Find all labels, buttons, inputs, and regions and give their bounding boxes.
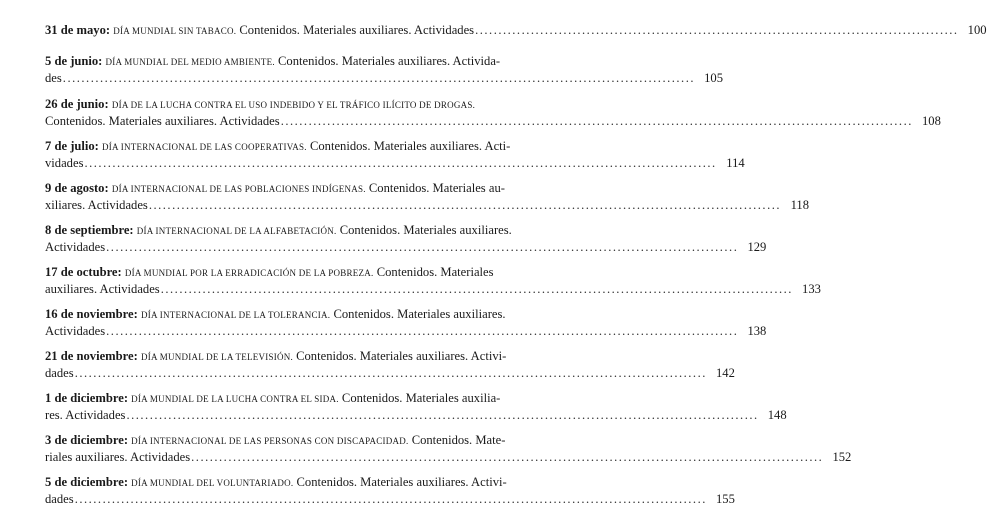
toc-entry <box>45 222 767 255</box>
entry-event: DÍA MUNDIAL DEL VOLUNTARIADO. <box>131 478 294 488</box>
dot-leader: ........................................................................................................ <box>475 23 959 37</box>
entry-page-number[interactable]: 155 <box>715 492 735 506</box>
entry-date: 1 de diciembre: <box>45 391 129 405</box>
entry-event: DÍA INTERNACIONAL DE LAS COOPERATIVAS. <box>102 142 307 152</box>
entry-contents: Contenidos. Materiales au- <box>368 181 505 195</box>
entry-contents-cont: dades <box>45 492 74 506</box>
entry-date: 9 de agosto: <box>45 181 109 195</box>
entry-date: 31 de mayo: <box>45 23 111 37</box>
entry-contents: Contenidos. Materiales auxiliares. Activida- <box>278 54 501 68</box>
entry-contents: Contenidos. Materiales auxiliares. Activi- <box>296 475 507 489</box>
toc-entry <box>45 474 735 507</box>
toc-entry <box>45 306 767 339</box>
entry-date: 17 de octubre: <box>45 265 122 279</box>
entry-contents-cont: des <box>45 71 62 85</box>
toc-entry <box>45 348 735 381</box>
dot-leader: ........................................................................................................................................ <box>191 450 824 464</box>
toc-entry <box>45 53 723 86</box>
dot-leader: ........................................................................................................................................ <box>280 114 913 128</box>
entry-contents-cont: riales auxiliares. Actividades <box>45 450 191 464</box>
dot-leader: ........................................................................................................................................ <box>148 198 782 212</box>
entry-contents: Contenidos. Materiales <box>376 265 494 279</box>
dot-leader: ........................................................................................................................................ <box>62 71 695 85</box>
toc-entry <box>45 22 987 39</box>
entry-page-number[interactable]: 108 <box>921 114 941 128</box>
entry-date: 3 de diciembre: <box>45 433 129 447</box>
toc-entry <box>45 96 941 129</box>
dot-leader: ........................................................................................................................................ <box>160 282 793 296</box>
entry-contents-cont: Actividades <box>45 324 106 338</box>
entry-page-number[interactable]: 133 <box>802 282 821 296</box>
entry-page-number[interactable]: 100 <box>967 23 987 37</box>
entry-contents-cont: dades <box>45 366 74 380</box>
entry-event: DÍA MUNDIAL DE LA LUCHA CONTRA EL SIDA. <box>131 394 339 404</box>
toc-entry <box>45 432 852 465</box>
entry-page-number[interactable]: 152 <box>832 450 852 464</box>
entry-event: DÍA MUNDIAL SIN TABACO. <box>113 26 237 36</box>
entry-date: 7 de julio: <box>45 139 99 153</box>
entry-contents: Contenidos. Materiales auxiliares. <box>339 223 512 237</box>
entry-event: DÍA MUNDIAL DEL MEDIO AMBIENTE. <box>105 57 275 67</box>
dot-leader: ........................................................................................................................................ <box>106 240 739 254</box>
entry-contents: Contenidos. Materiales auxilia- <box>341 391 501 405</box>
entry-event: DÍA INTERNACIONAL DE LAS PERSONAS CON DISCAPACIDAD. <box>131 436 409 446</box>
entry-date: 8 de septiembre: <box>45 223 134 237</box>
entry-contents: Contenidos. Materiales auxiliares. Acti- <box>309 139 511 153</box>
dot-leader: ........................................................................................................................................ <box>84 156 717 170</box>
entry-page-number[interactable]: 118 <box>790 198 810 212</box>
entry-event: DÍA INTERNACIONAL DE LA ALFABETACIÓN. <box>136 226 337 236</box>
entry-page-number[interactable]: 142 <box>715 366 735 380</box>
entry-page-number[interactable]: 138 <box>747 324 767 338</box>
entry-page-number[interactable]: 114 <box>726 156 745 170</box>
entry-event: DÍA INTERNACIONAL DE LA TOLERANCIA. <box>140 310 331 320</box>
entry-event: DÍA INTERNACIONAL DE LAS POBLACIONES INDÍGENAS. <box>111 184 366 194</box>
entry-page-number[interactable]: 148 <box>767 408 787 422</box>
entry-contents-cont: vidades <box>45 156 84 170</box>
toc-entry <box>45 180 810 213</box>
dot-leader: ........................................................................................................................................ <box>106 324 739 338</box>
entry-contents-cont: auxiliares. Actividades <box>45 282 160 296</box>
entry-contents: Contenidos. Materiales auxiliares. Activi- <box>296 349 507 363</box>
entry-date: 5 de junio: <box>45 54 103 68</box>
entry-event: DÍA DE LA LUCHA CONTRA EL USO INDEBIDO Y EL TRÁFICO ILÍCITO DE DROGAS. <box>111 100 476 110</box>
entry-contents-cont: Actividades <box>45 240 106 254</box>
entry-page-number[interactable]: 105 <box>704 71 723 85</box>
entry-contents-cont: xiliares. Actividades <box>45 198 148 212</box>
dot-leader: ........................................................................................................................................ <box>74 366 707 380</box>
entry-contents: Contenidos. Mate- <box>411 433 506 447</box>
entry-page-number[interactable]: 129 <box>747 240 767 254</box>
dot-leader: ........................................................................................................................................ <box>126 408 759 422</box>
entry-date: 21 de noviembre: <box>45 349 138 363</box>
entry-event: DÍA MUNDIAL POR LA ERRADICACIÓN DE LA POBREZA. <box>124 268 374 278</box>
toc-entry <box>45 138 745 171</box>
entry-date: 16 de noviembre: <box>45 307 138 321</box>
dot-leader: ........................................................................................................................................ <box>74 492 707 506</box>
entry-contents-cont: res. Actividades <box>45 408 126 422</box>
toc-entry <box>45 390 787 423</box>
entry-event: DÍA MUNDIAL DE LA TELEVISIÓN. <box>140 352 293 362</box>
entry-date: 26 de junio: <box>45 97 109 111</box>
entry-contents: Contenidos. Materiales auxiliares. Actividades <box>45 114 280 128</box>
entry-contents: Contenidos. Materiales auxiliares. Actividades <box>239 23 475 37</box>
toc-entry <box>45 264 821 297</box>
entry-contents: Contenidos. Materiales auxiliares. <box>333 307 506 321</box>
entry-date: 5 de diciembre: <box>45 475 129 489</box>
